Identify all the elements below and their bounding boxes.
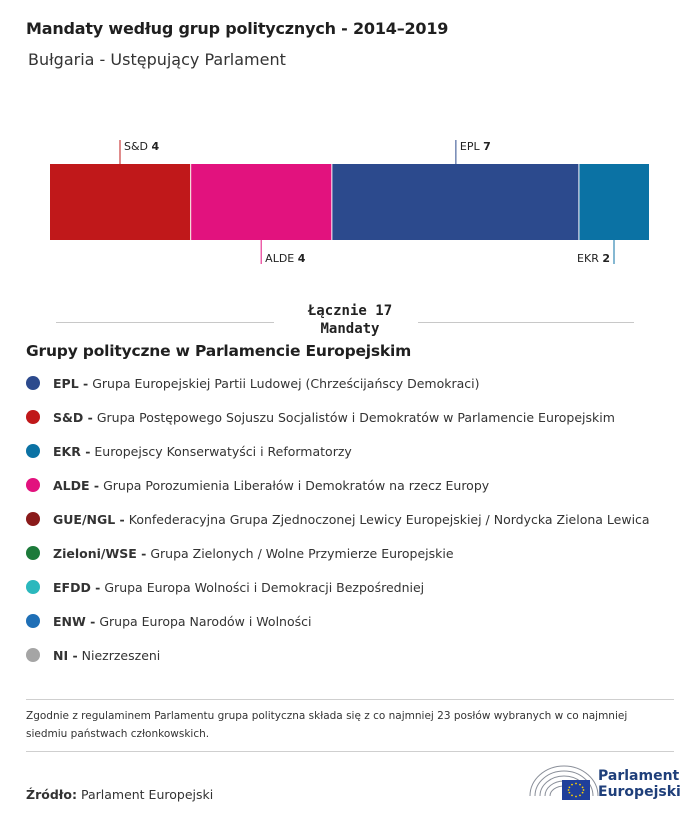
total-seats-label: Mandaty <box>320 321 380 337</box>
total-divider-left <box>56 322 274 323</box>
legend-title: Grupy polityczne w Parlamencie Europejskim <box>26 342 412 360</box>
total-seats <box>274 302 426 338</box>
bar-segment-alde <box>191 164 331 240</box>
note-divider-bottom <box>26 751 674 752</box>
footnote: Zgodnie z regulaminem Parlamentu grupa polityczna składa się z co najmniej 23 posłów wybranych w co najmniej siedmiu państwach członkowskich. <box>26 710 628 740</box>
seat-chart <box>0 130 700 280</box>
legend-dot-gue-ngl <box>26 512 40 526</box>
bar-label-alde: ALDE 4 <box>265 252 306 265</box>
source <box>26 787 213 802</box>
bar-segment-ekr <box>579 164 649 240</box>
legend-code: S&D - <box>53 409 93 425</box>
legend-dot-ni <box>26 648 40 662</box>
legend-desc: Grupa Europa Wolności i Demokracji Bezpośredniej <box>104 579 425 595</box>
legend-desc: Europejscy Konserwatyści i Reformatorzy <box>94 443 352 459</box>
legend-code: ALDE - <box>53 477 100 493</box>
seat-chart-svg <box>0 130 700 280</box>
legend-code: GUE/NGL - <box>53 511 125 527</box>
chart-subtitle: Bułgaria - Ustępujący Parlament <box>28 50 286 69</box>
source-label: Źródło: <box>26 787 77 802</box>
legend-dot-zieloni-wse <box>26 546 40 560</box>
logo-line-1: Parlament <box>598 768 680 784</box>
legend-code: EKR - <box>53 443 91 459</box>
legend-desc: Grupa Zielonych / Wolne Przymierze Europejskie <box>150 545 454 561</box>
legend-code: ENW - <box>53 613 96 629</box>
legend-item-alde <box>26 468 650 502</box>
bar-segment-epl <box>332 164 578 240</box>
total-seats-count: Łącznie 17 <box>307 303 393 319</box>
source-value: Parlament Europejski <box>80 787 214 802</box>
legend-item-zieloni-wse <box>26 536 650 570</box>
note-divider-top <box>26 699 674 700</box>
bar-label-epl: EPL 7 <box>459 140 491 153</box>
logo-line-2: Europejski <box>598 784 681 800</box>
legend-item-gue-ngl <box>26 502 650 536</box>
legend-desc: Niezrzeszeni <box>81 647 161 663</box>
chart-title: Mandaty według grup politycznych - 2014–2019 <box>26 19 449 38</box>
bar-label-ekr: EKR 2 <box>577 252 610 265</box>
legend-desc: Grupa Porozumienia Liberałów i Demokratów na rzecz Europy <box>103 477 490 493</box>
legend-code: Zieloni/WSE - <box>53 545 147 561</box>
bar-segment-s-d <box>50 164 190 240</box>
legend-item-enw <box>26 604 650 638</box>
legend-item-efdd <box>26 570 650 604</box>
bar-label-s-d: S&D 4 <box>124 140 160 153</box>
legend-item-ekr <box>26 434 650 468</box>
legend-desc: Konfederacyjna Grupa Zjednoczonej Lewicy Europejskiej / Nordycka Zielona Lewica <box>128 511 650 527</box>
legend-code: EFDD - <box>53 579 101 595</box>
legend-dot-sd <box>26 410 40 424</box>
legend-dot-epl <box>26 376 40 390</box>
legend-dot-ekr <box>26 444 40 458</box>
legend-code: NI - <box>53 647 78 663</box>
total-divider-right <box>418 322 634 323</box>
legend-list <box>26 366 650 672</box>
legend-desc: Grupa Europejskiej Partii Ludowej (Chrześcijańscy Demokraci) <box>92 375 480 391</box>
legend-desc: Grupa Europa Narodów i Wolności <box>99 613 312 629</box>
legend-item-sd <box>26 400 650 434</box>
legend-dot-enw <box>26 614 40 628</box>
legend-dot-alde <box>26 478 40 492</box>
legend-code: EPL - <box>53 375 89 391</box>
legend-dot-efdd <box>26 580 40 594</box>
legend-item-ni <box>26 638 650 672</box>
logo-text <box>598 768 681 800</box>
legend-item-epl <box>26 366 650 400</box>
legend-desc: Grupa Postępowego Sojuszu Socjalistów i Demokratów w Parlamencie Europejskim <box>96 409 615 425</box>
